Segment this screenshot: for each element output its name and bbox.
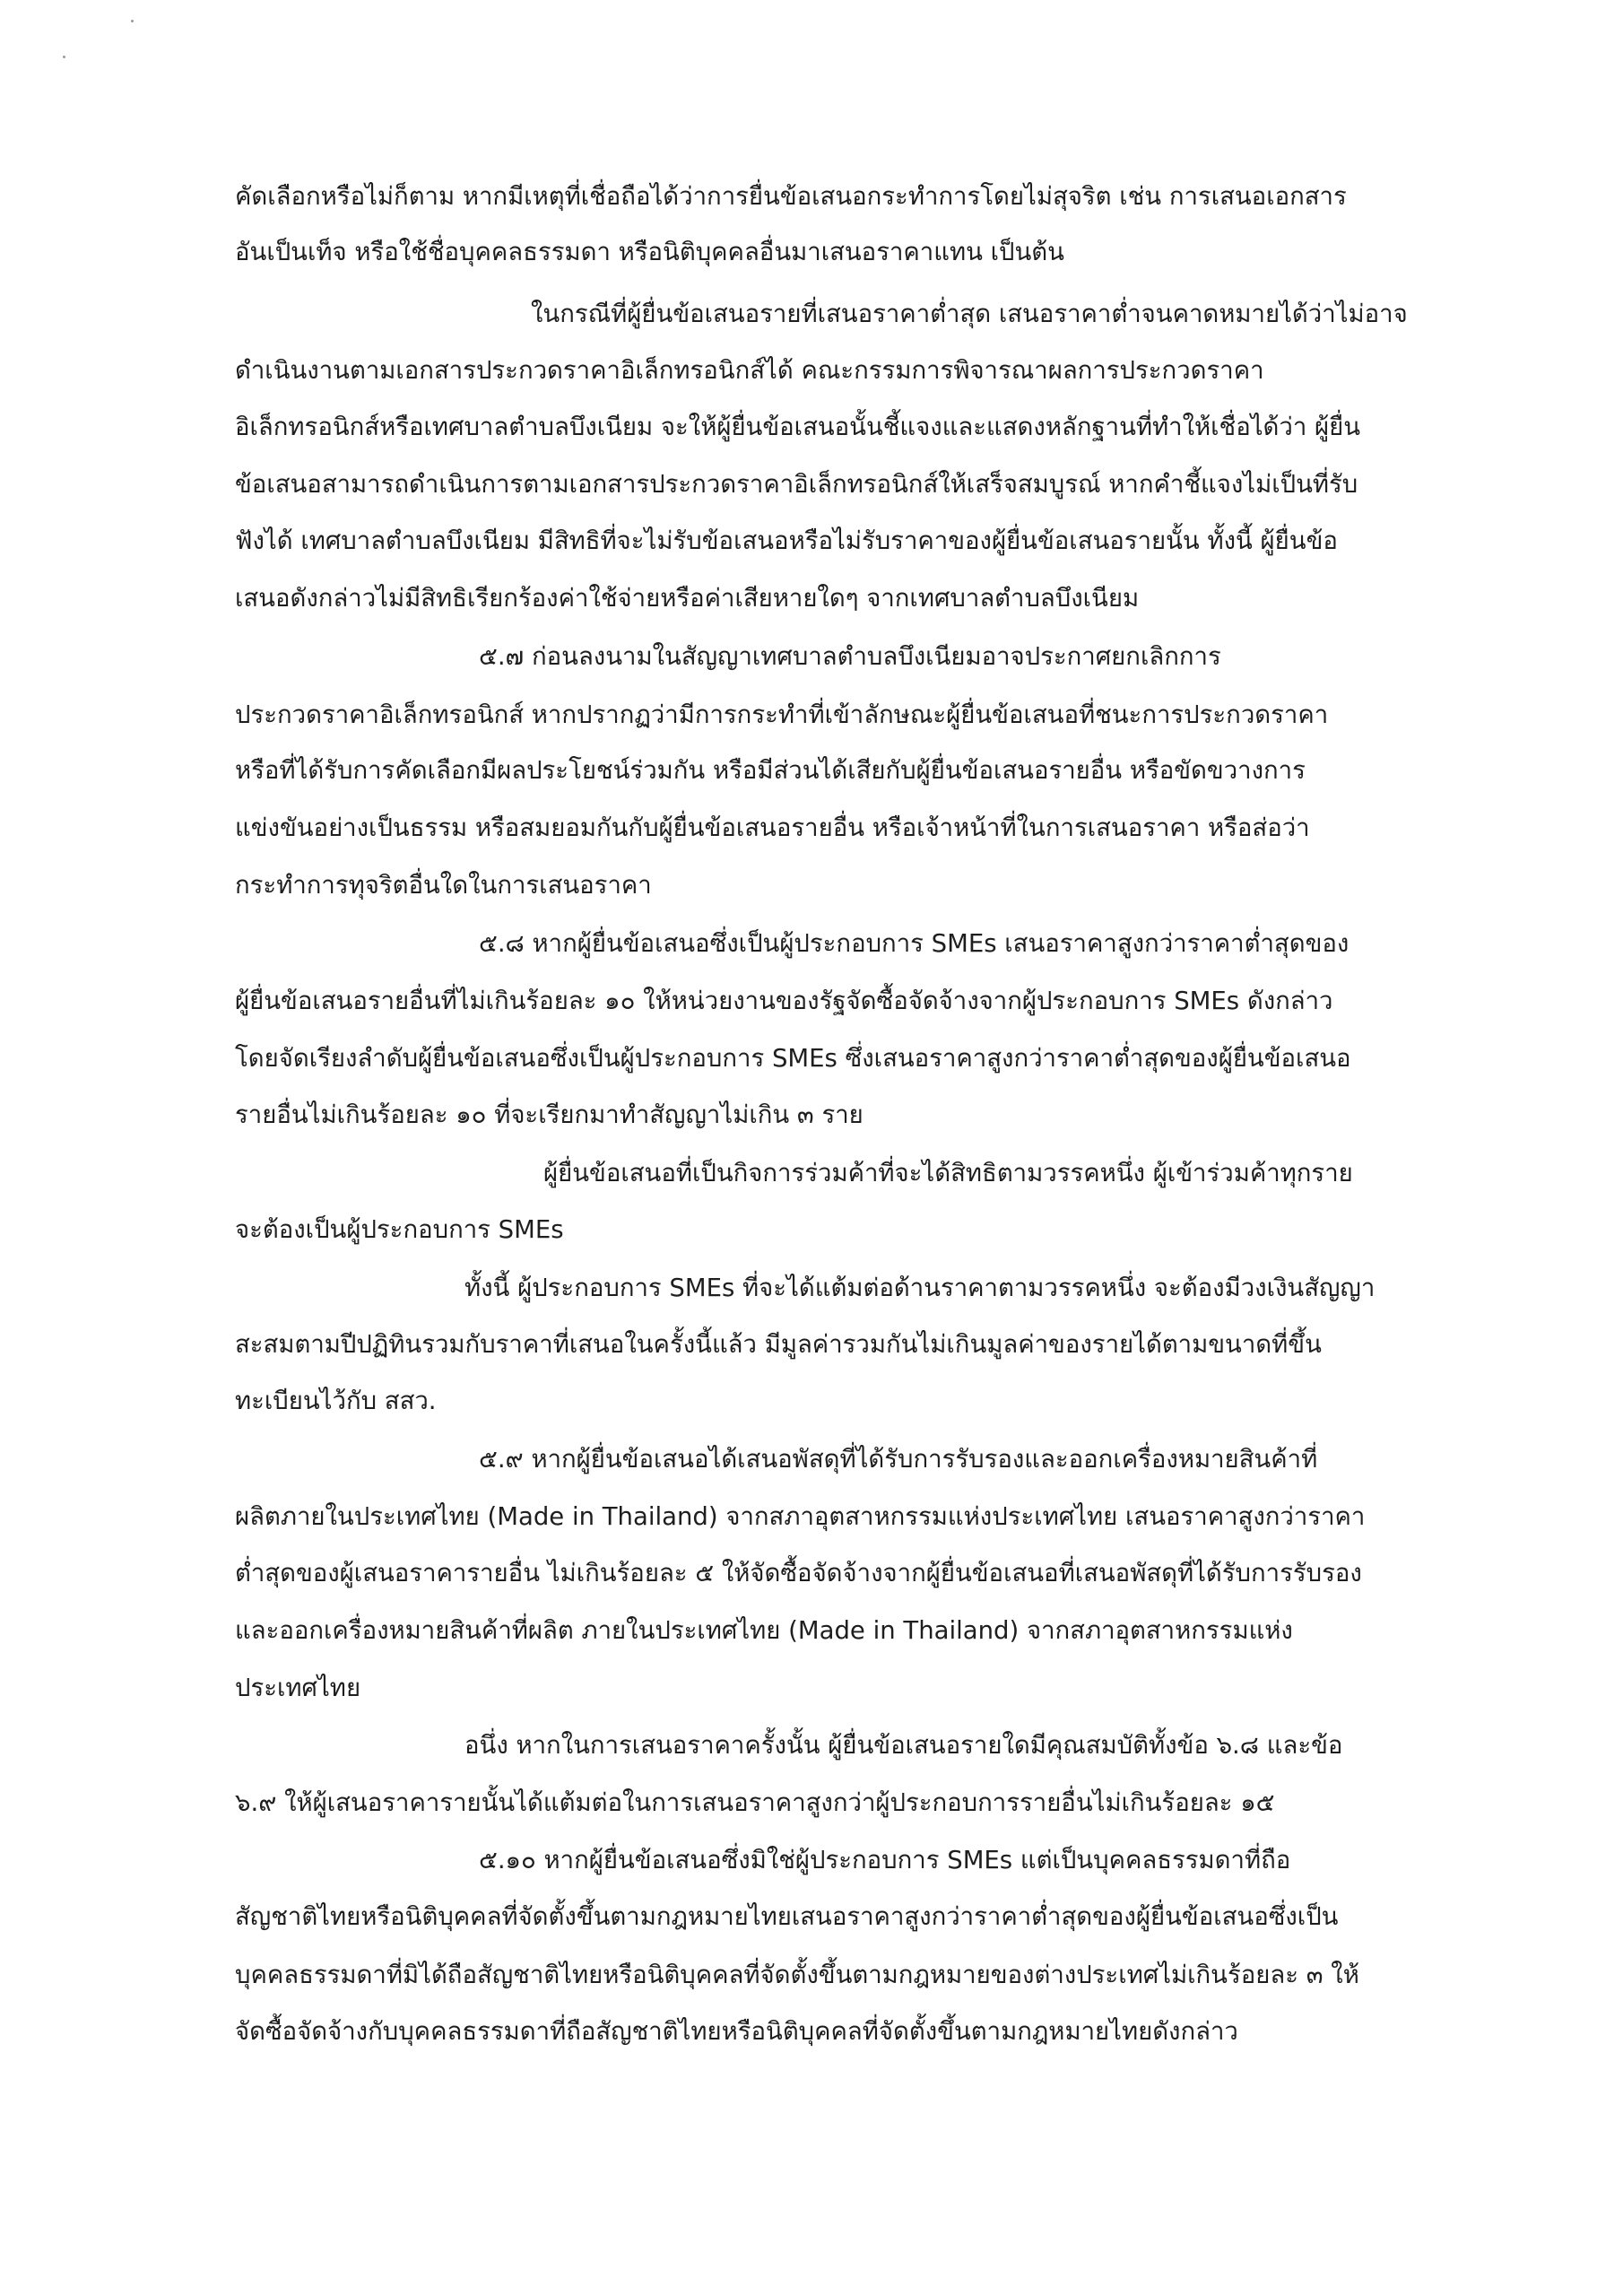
body-line: ทั้งนี้ ผู้ประกอบการ SMEs ที่จะได้แต้มต่อด้านราคาตามวรรคหนึ่ง จะต้องมีวงเงินสัญญา (464, 1274, 1376, 1302)
section-heading-5-9: ๕.๙ หากผู้ยื่นข้อเสนอได้เสนอพัสดุที่ได้รับการรับรองและออกเครื่องหมายสินค้าที่ (479, 1445, 1318, 1474)
body-line: และออกเครื่องหมายสินค้าที่ผลิต ภายในประเทศไทย (Made in Thailand) จากสภาอุตสาหกรรมแห่ง (235, 1616, 1293, 1645)
body-line: จะต้องเป็นผู้ประกอบการ SMEs (235, 1215, 564, 1244)
body-line: ในกรณีที่ผู้ยื่นข้อเสนอรายที่เสนอราคาต่ำสุด เสนอราคาต่ำจนคาดหมายได้ว่าไม่อาจ (531, 300, 1408, 328)
body-line: หรือที่ได้รับการคัดเลือกมีผลประโยชน์ร่วมกัน หรือมีส่วนได้เสียกับผู้ยื่นข้อเสนอรายอื่น หรือขัดขวางการ (235, 756, 1306, 785)
body-line: ผลิตภายในประเทศไทย (Made in Thailand) จากสภาอุตสาหกรรมแห่งประเทศไทย เสนอราคาสูงกว่าราคา (235, 1502, 1366, 1531)
body-line: ประกวดราคาอิเล็กทรอนิกส์ หากปรากฏว่ามีการกระทำที่เข้าลักษณะผู้ยื่นข้อเสนอที่ชนะการประกวดราคา (235, 700, 1329, 729)
body-line: บุคคลธรรมดาที่มิได้ถือสัญชาติไทยหรือนิติบุคคลที่จัดตั้งขึ้นตามกฎหมายของต่างประเทศไม่เกินร้อยละ ๓ ให้ (235, 1961, 1359, 1989)
body-line: ข้อเสนอสามารถดำเนินการตามเอกสารประกวดราคาอิเล็กทรอนิกส์ให้เสร็จสมบูรณ์ หากคำชี้แจงไม่เป็นที่รับ (235, 470, 1358, 499)
body-line: อันเป็นเท็จ หรือใช้ชื่อบุคคลธรรมดา หรือนิติบุคคลอื่นมาเสนอราคาแทน เป็นต้น (235, 238, 1064, 266)
body-line: ๖.๙ ให้ผู้เสนอราคารายนั้นได้แต้มต่อในการเสนอราคาสูงกว่าผู้ประกอบการรายอื่นไม่เกินร้อยละ ๑๕ (235, 1788, 1275, 1817)
body-line: คัดเลือกหรือไม่ก็ตาม หากมีเหตุที่เชื่อถือได้ว่าการยื่นข้อเสนอกระทำการโดยไม่สุจริต เช่น การเสนอเอกสาร (235, 182, 1347, 211)
section-heading-5-7: ๕.๗ ก่อนลงนามในสัญญาเทศบาลตำบลบึงเนียมอาจประกาศยกเลิกการ (479, 642, 1221, 671)
body-line: ทะเบียนไว้กับ สสว. (235, 1387, 437, 1415)
body-line: โดยจัดเรียงลำดับผู้ยื่นข้อเสนอซึ่งเป็นผู้ประกอบการ SMEs ซึ่งเสนอราคาสูงกว่าราคาต่ำสุดของผู้ยื่นข้อเสนอ (235, 1044, 1351, 1073)
body-line: ผู้ยื่นข้อเสนอรายอื่นที่ไม่เกินร้อยละ ๑๐ ให้หน่วยงานของรัฐจัดซื้อจัดจ้างจากผู้ประกอบการ SMEs ดังกล่าว (235, 987, 1333, 1015)
body-line: แข่งขันอย่างเป็นธรรม หรือสมยอมกันกับผู้ยื่นข้อเสนอรายอื่น หรือเจ้าหน้าที่ในการเสนอราคา หรือส่อว่า (235, 813, 1310, 842)
body-line: ต่ำสุดของผู้เสนอราคารายอื่น ไม่เกินร้อยละ ๕ ให้จัดซื้อจัดจ้างจากผู้ยื่นข้อเสนอที่เสนอพัสดุที่ได้รับการรับรอง (235, 1559, 1362, 1587)
section-heading-5-8: ๕.๘ หากผู้ยื่นข้อเสนอซึ่งเป็นผู้ประกอบการ SMEs เสนอราคาสูงกว่าราคาต่ำสุดของ (479, 929, 1350, 958)
body-line: จัดซื้อจัดจ้างกับบุคคลธรรมดาที่ถือสัญชาติไทยหรือนิติบุคคลที่จัดตั้งขึ้นตามกฎหมายไทยดังกล่าว (235, 2017, 1238, 2046)
body-line: อนึ่ง หากในการเสนอราคาครั้งนั้น ผู้ยื่นข้อเสนอรายใดมีคุณสมบัติทั้งข้อ ๖.๘ และข้อ (464, 1731, 1343, 1760)
body-line: ประเทศไทย (235, 1674, 361, 1702)
body-line: ฟังได้ เทศบาลตำบลบึงเนียม มีสิทธิที่จะไม่รับข้อเสนอหรือไม่รับราคาของผู้ยื่นข้อเสนอรายนั้น ทั้งนี้ ผู้ยื่นข้อ (235, 526, 1338, 555)
scan-speck (63, 56, 65, 58)
body-line: กระทำการทุจริตอื่นใดในการเสนอราคา (235, 871, 652, 900)
body-line: เสนอดังกล่าวไม่มีสิทธิเรียกร้องค่าใช้จ่ายหรือค่าเสียหายใดๆ จากเทศบาลตำบลบึงเนียม (235, 584, 1140, 613)
body-line: สะสมตามปีปฏิทินรวมกับราคาที่เสนอในครั้งนี้แล้ว มีมูลค่ารวมกันไม่เกินมูลค่าของรายได้ตามขนาดที่ขึ้น (235, 1330, 1322, 1359)
body-line: อิเล็กทรอนิกส์หรือเทศบาลตำบลบึงเนียม จะให้ผู้ยื่นข้อเสนอนั้นชี้แจงและแสดงหลักฐานที่ทำให้เชื่อได้ว่า ผู้ยื่น (235, 413, 1361, 441)
body-line: รายอื่นไม่เกินร้อยละ ๑๐ ที่จะเรียกมาทำสัญญาไม่เกิน ๓ ราย (235, 1100, 864, 1129)
body-line: สัญชาติไทยหรือนิติบุคคลที่จัดตั้งขึ้นตามกฎหมายไทยเสนอราคาสูงกว่าราคาต่ำสุดของผู้ยื่นข้อเสนอซึ่งเป็น (235, 1902, 1339, 1931)
scan-speck (131, 20, 134, 22)
body-line: ดำเนินงานตามเอกสารประกวดราคาอิเล็กทรอนิกส์ได้ คณะกรรมการพิจารณาผลการประกวดราคา (235, 356, 1264, 385)
body-line: ผู้ยื่นข้อเสนอที่เป็นกิจการร่วมค้าที่จะได้สิทธิตามวรรคหนึ่ง ผู้เข้าร่วมค้าทุกราย (543, 1159, 1353, 1187)
section-heading-5-10: ๕.๑๐ หากผู้ยื่นข้อเสนอซึ่งมิใช่ผู้ประกอบการ SMEs แต่เป็นบุคคลธรรมดาที่ถือ (479, 1846, 1291, 1874)
